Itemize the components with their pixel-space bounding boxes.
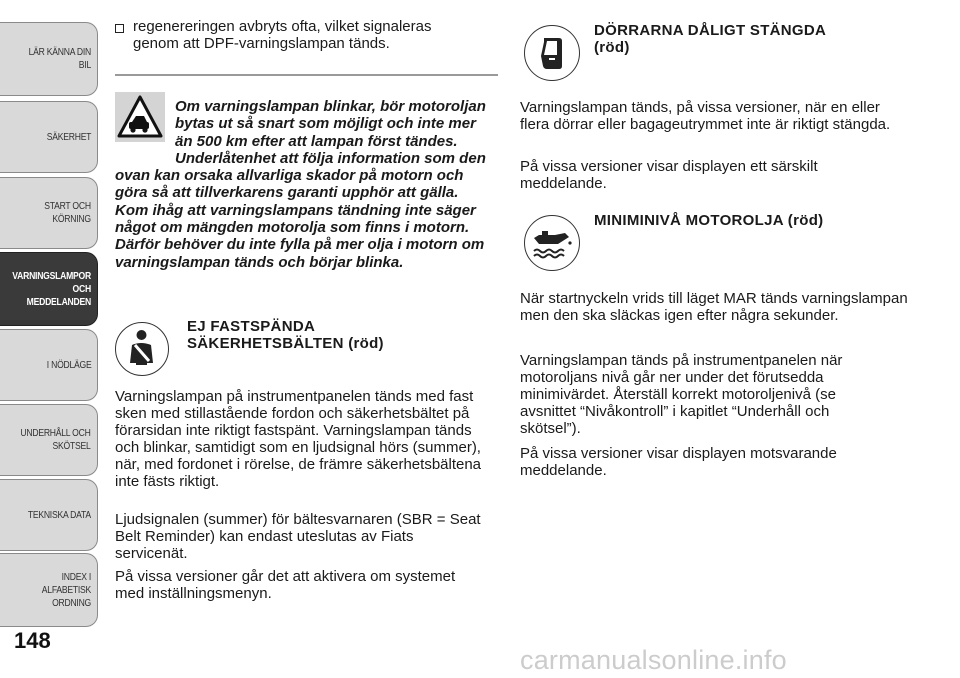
watermark: carmanualsonline.info — [520, 645, 787, 675]
tab-sakerhet[interactable] — [0, 101, 98, 173]
tab-start-och-korning[interactable] — [0, 177, 98, 249]
seatbelt-icon-frame — [115, 322, 169, 376]
page-number: 148 — [14, 628, 51, 653]
door-heading-line1: DÖRRARNA DÅLIGT STÄNGDA — [594, 22, 827, 39]
oil-heading: MINIMINIVÅ MOTOROLJA (röd) — [594, 212, 824, 229]
divider — [115, 74, 498, 76]
oil-paragraph-2: Varningslampan tänds på instrumentpanelen när motoroljans nivå går ner under det förutsedda minimivärdet. Återställ korrekt motoroljenivå (se avsnittet “Nivåkontroll” i kapitlet “Underhåll och skötsel”). — [520, 352, 843, 437]
oil-icon-frame — [524, 215, 580, 271]
seatbelt-paragraph-1: Varningslampan på instrumentpanelen tänds med fast sken med stillastående fordon och säkerhetsbältet på förarsidan inte riktigt fastspänt. Varningslampan tänds och blinkar, samtidigt som en ljudsignal hörs (summer), när, med fordonet i rörelse, de främre säkerhetsbältena inte fästs riktigt. — [115, 388, 482, 490]
tab-label: LÄR KÄNNA DIN BIL — [28, 46, 91, 71]
warning-text: Om varningslampan blinkar, bör motoroljan bytas ut så snart som möjligt och inte mer än 500 km efter att lampan först tändes. Underlåtenhet att följa information som den ovan kan orsaka allvarliga skador på motorn och göra så att tillverkarens garanti upphör att gälla. Kom ihåg att varningslampans tändning inte säger något om mängden motorolja som finns i motorn. Därför behöver du inte fylla på mer olja i motorn om varningslampan tänds och börjar blinka. — [115, 98, 486, 271]
oil-can-icon — [525, 216, 578, 269]
tab-tekniska-data[interactable] — [0, 479, 98, 551]
tab-label: SÄKERHET — [46, 130, 91, 143]
seatbelt-paragraph-2: Ljudsignalen (summer) för bältesvarnaren (SBR = Seat Belt Reminder) kan endast uteslutas av Fiats servicenät. — [115, 511, 481, 562]
tab-varningslampor-active[interactable] — [0, 252, 98, 326]
tab-label: TEKNISKA DATA — [28, 508, 91, 521]
tab-label: I NÖDLÄGE — [46, 358, 91, 371]
chapter-sidebar — [0, 0, 100, 678]
door-open-icon — [525, 26, 578, 79]
tab-index[interactable] — [0, 553, 98, 627]
bullet-text: regenereringen avbryts ofta, vilket signaleras genom att DPF-varningslampan tänds. — [133, 18, 432, 52]
seatbelt-icon — [116, 323, 167, 374]
tab-lar-kanna-din-bil[interactable] — [0, 22, 98, 96]
seatbelt-paragraph-3: På vissa versioner går det att aktivera om systemet med inställningsmenyn. — [115, 568, 456, 602]
tab-underhall-och-skotsel[interactable] — [0, 404, 98, 476]
door-paragraph-1: Varningslampan tänds, på vissa versioner, när en eller flera dörrar eller bagageutrymmet inte är riktigt stängda. — [520, 99, 891, 133]
warning-block — [115, 98, 495, 271]
tab-label: VARNINGSLAMPOR OCH MEDDELANDEN — [12, 269, 91, 308]
tab-i-nodlage[interactable] — [0, 329, 98, 401]
tab-label: UNDERHÅLL OCH SKÖTSEL — [20, 427, 91, 452]
door-heading-line2: (röd) — [594, 39, 630, 56]
door-paragraph-2: På vissa versioner visar displayen ett särskilt meddelande. — [520, 158, 818, 192]
seatbelt-heading-line2: SÄKERHETSBÄLTEN (röd) — [187, 335, 384, 352]
checkbox-bullet-icon — [115, 24, 124, 33]
seatbelt-heading-line1: EJ FASTSPÄNDA — [187, 318, 316, 335]
tab-label: START OCH KÖRNING — [44, 200, 91, 225]
oil-paragraph-3: På vissa versioner visar displayen motsvarande meddelande. — [520, 445, 837, 479]
bullet-item — [115, 18, 500, 52]
oil-paragraph-1: När startnyckeln vrids till läget MAR tänds varningslampan men den ska släckas igen efter några sekunder. — [520, 290, 908, 324]
tab-label: INDEX I ALFABETISK ORDNING — [41, 570, 91, 609]
door-icon-frame — [524, 25, 580, 81]
